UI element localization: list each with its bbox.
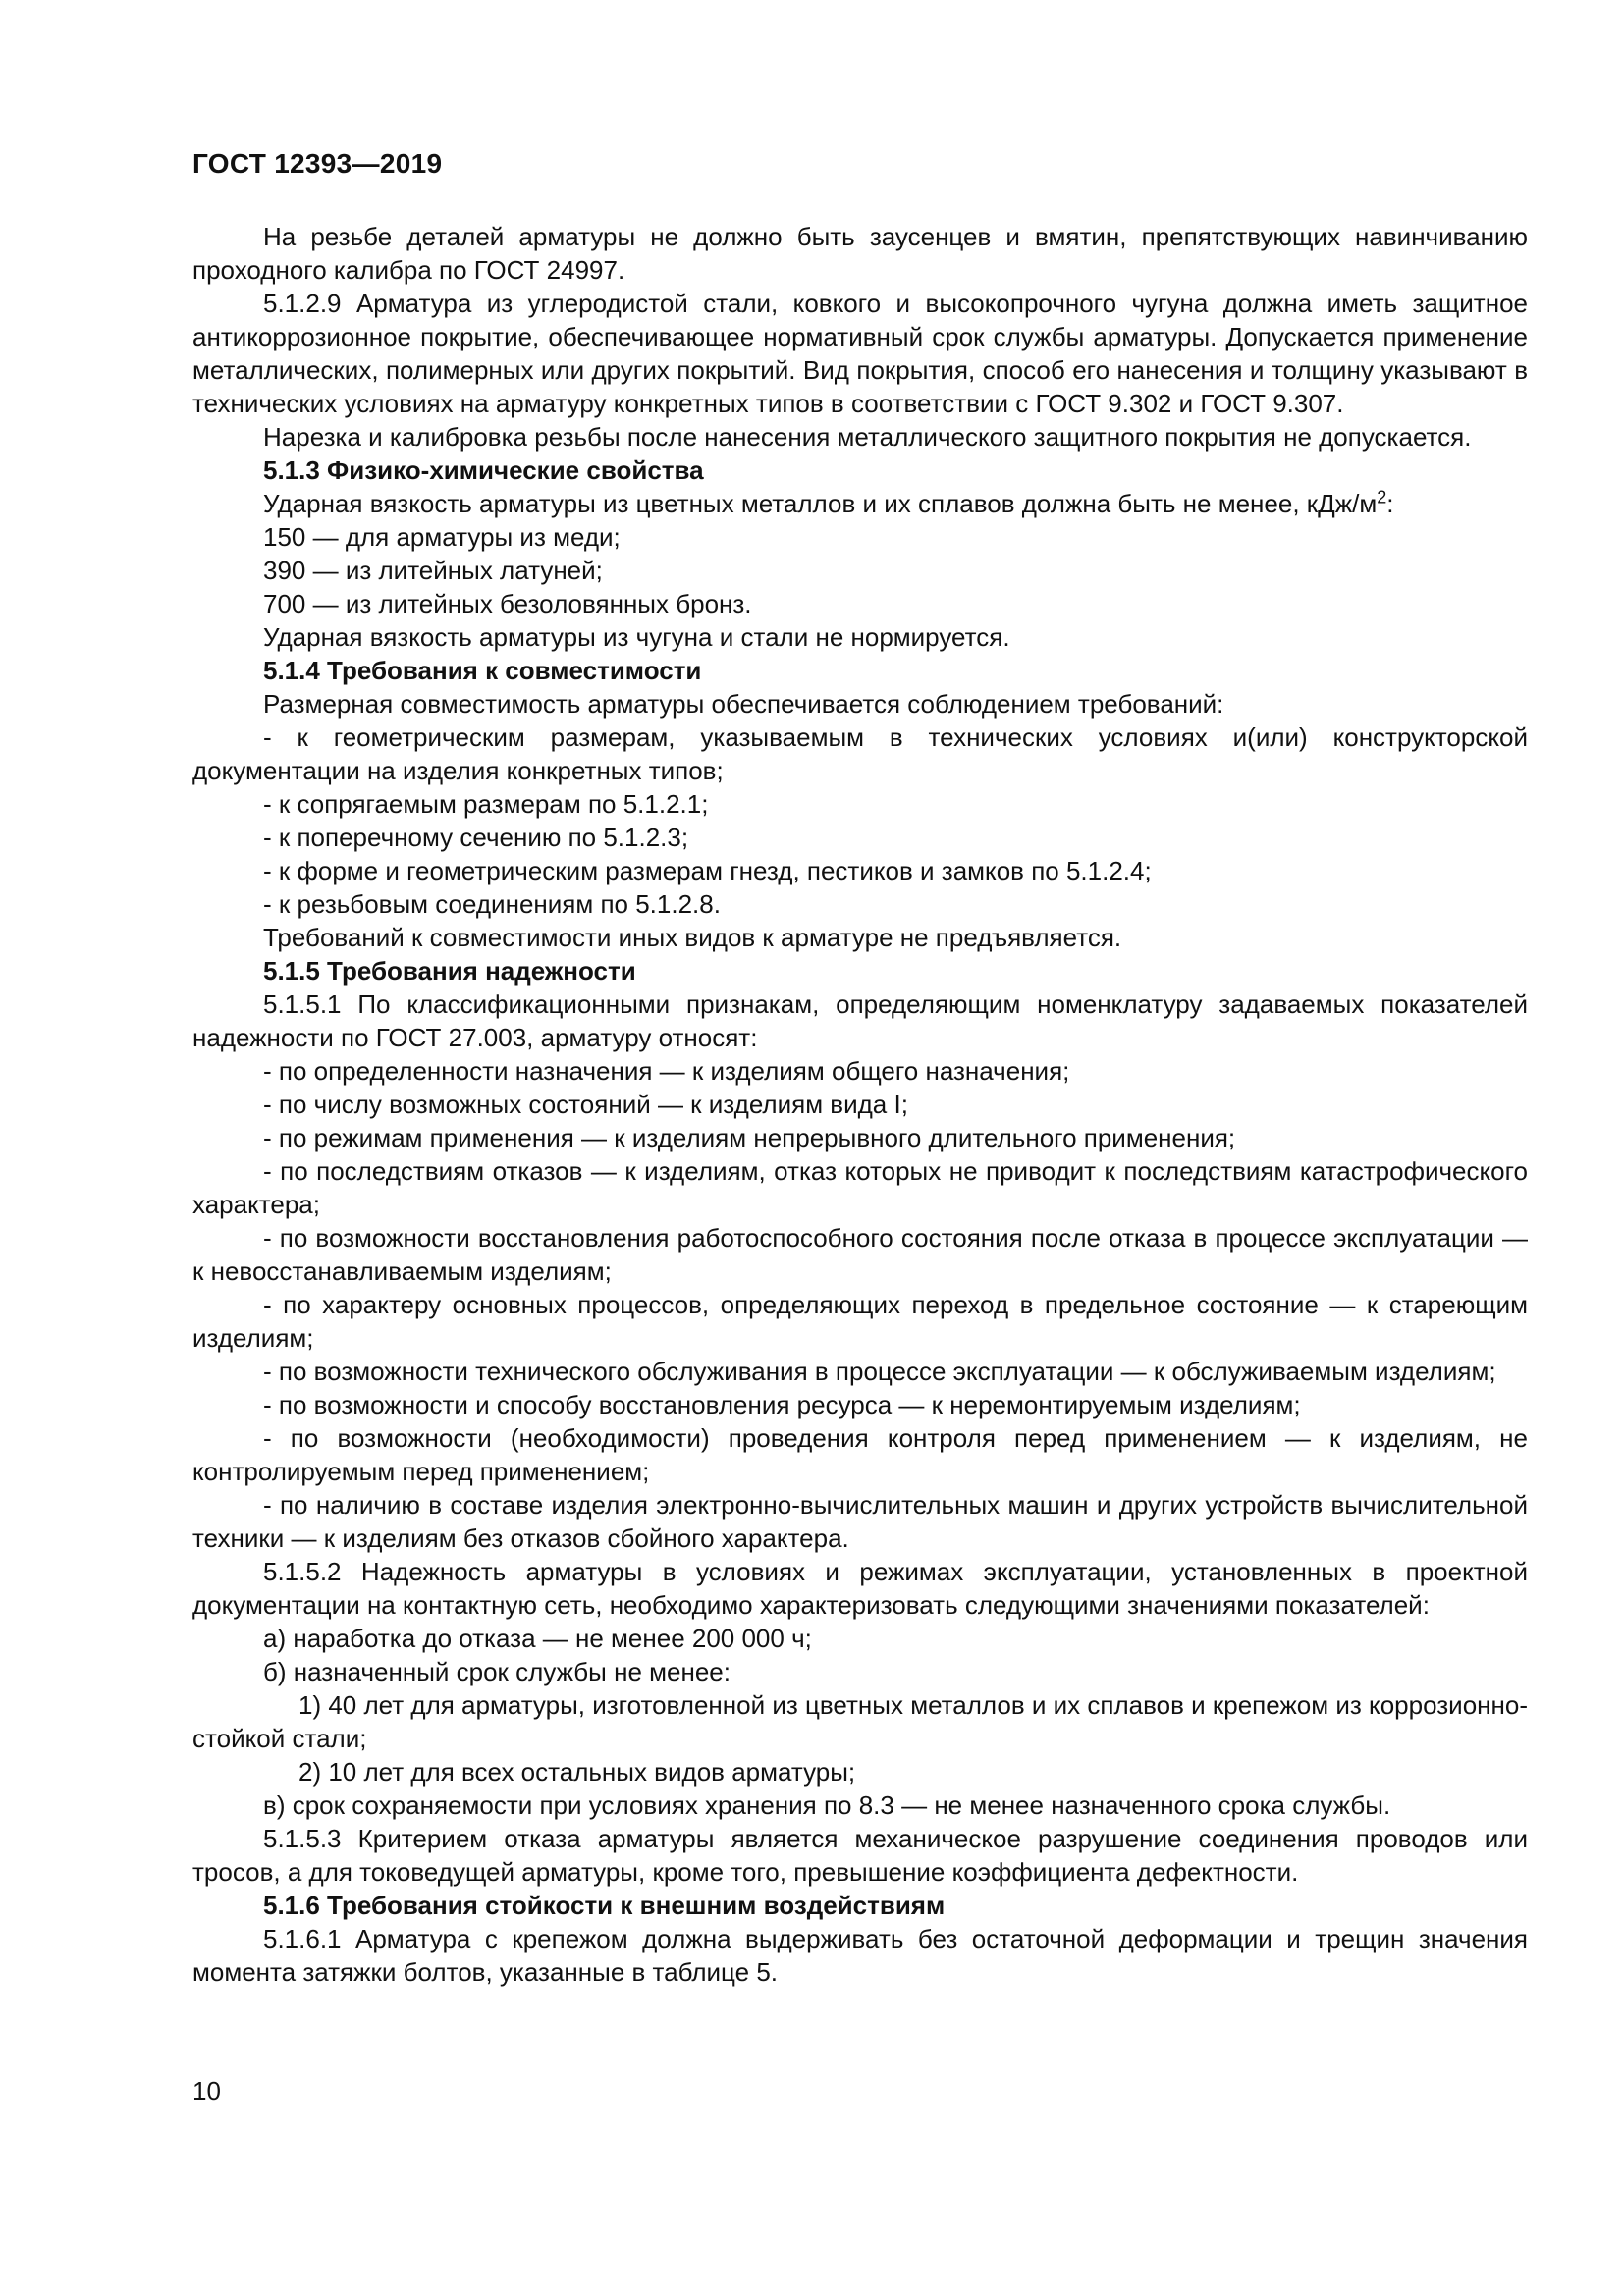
list-item: - по наличию в составе изделия электронно-вычислительных машин и других устройств вычислительной техники — к изделиям без отказов сбойного характера. xyxy=(192,1490,1528,1553)
paragraph: Нарезка и калибровка резьбы после нанесения металлического защитного покрытия не допускается. xyxy=(263,422,1472,452)
list-item: 390 — из литейных латуней; xyxy=(263,556,603,585)
list-item: в) срок сохраняемости при условиях хранения по 8.3 — не менее назначенного срока службы. xyxy=(263,1790,1391,1820)
document-code-header: ГОСТ 12393—2019 xyxy=(192,148,443,179)
list-item: - по определенности назначения — к изделиям общего назначения; xyxy=(263,1056,1070,1086)
clause-5-1-5-3: 5.1.5.3 Критерием отказа арматуры является механическое разрушение соединения проводов или тросов, а для токоведущей арматуры, кроме того, превышение коэффициента дефектности. xyxy=(192,1824,1528,1887)
colon: : xyxy=(1386,489,1394,518)
superscript: 2 xyxy=(1377,487,1387,507)
list-item: 150 — для арматуры из меди; xyxy=(263,522,621,552)
impact-strength-text: Ударная вязкость арматуры из цветных металлов и их сплавов должна быть не менее, кДж/м xyxy=(263,489,1378,518)
section-heading-5-1-3: 5.1.3 Физико-химические свойства xyxy=(263,455,704,485)
list-item: б) назначенный срок службы не менее: xyxy=(263,1657,731,1686)
clause-5-1-6-1: 5.1.6.1 Арматура с крепежом должна выдерживать без остаточной деформации и трещин значения момента затяжки болтов, указанные в таблице 5. xyxy=(192,1924,1528,1987)
list-item: - к резьбовым соединениям по 5.1.2.8. xyxy=(263,889,721,919)
paragraph: На резьбе деталей арматуры не должно быть заусенцев и вмятин, препятствующих навинчиванию проходного калибра по ГОСТ 24997. xyxy=(192,222,1528,285)
section-heading-5-1-5: 5.1.5 Требования надежности xyxy=(263,956,636,986)
sub-list-item: 2) 10 лет для всех остальных видов арматуры; xyxy=(298,1757,856,1787)
paragraph: Ударная вязкость арматуры из чугуна и стали не нормируется. xyxy=(263,622,1010,652)
clause-5-1-5-2: 5.1.5.2 Надежность арматуры в условиях и режимах эксплуатации, установленных в проектной документации на контактную сеть, необходимо характеризовать следующими значениями показателей: xyxy=(192,1557,1528,1620)
list-item: - к сопрягаемым размерам по 5.1.2.1; xyxy=(263,789,709,819)
document-body xyxy=(192,220,1528,1989)
section-heading-5-1-4: 5.1.4 Требования к совместимости xyxy=(263,656,702,685)
list-item: - к форме и геометрическим размерам гнезд, пестиков и замков по 5.1.2.4; xyxy=(263,856,1152,885)
list-item: 700 — из литейных безоловянных бронз. xyxy=(263,589,752,618)
list-item: а) наработка до отказа — не менее 200 000 ч; xyxy=(263,1624,812,1653)
paragraph: Размерная совместимость арматуры обеспечивается соблюдением требований: xyxy=(263,689,1224,719)
page-number: 10 xyxy=(192,2076,221,2106)
paragraph: Требований к совместимости иных видов к арматуре не предъявляется. xyxy=(263,923,1122,952)
list-item: - к поперечному сечению по 5.1.2.3; xyxy=(263,823,689,852)
list-item: - по последствиям отказов — к изделиям, отказ которых не приводит к последствиям катастрофического характера; xyxy=(192,1156,1528,1219)
list-item: - по режимам применения — к изделиям непрерывного длительного применения; xyxy=(263,1123,1236,1152)
clause-5-1-2-9: 5.1.2.9 Арматура из углеродистой стали, ковкого и высокопрочного чугуна должна иметь защитное антикоррозионное покрытие, обеспечивающее нормативный срок службы арматуры. Допускается применение металлических, полимерных или других покрытий. Вид покрытия, способ его нанесения и толщину указывают в технических условиях на арматуру конкретных типов в соответствии с ГОСТ 9.302 и ГОСТ 9.307. xyxy=(192,289,1528,418)
list-item: - по возможности восстановления работоспособного состояния после отказа в процессе эксплуатации — к невосстанавливаемым изделиям; xyxy=(192,1223,1528,1286)
list-item: - по возможности (необходимости) проведения контроля перед применением — к изделиям, не контролируемым перед применением; xyxy=(192,1423,1528,1486)
list-item: - по возможности и способу восстановления ресурса — к неремонтируемым изделиям; xyxy=(263,1390,1301,1419)
list-item: - по числу возможных состояний — к изделиям вида I; xyxy=(263,1090,908,1119)
list-item: - к геометрическим размерам, указываемым в технических условиях и(или) конструкторской документации на изделия конкретных типов; xyxy=(192,722,1528,785)
section-heading-5-1-6: 5.1.6 Требования стойкости к внешним воздействиям xyxy=(263,1891,946,1920)
list-item: - по характеру основных процессов, определяющих переход в предельное состояние — к стареющим изделиям; xyxy=(192,1290,1528,1353)
list-item: - по возможности технического обслуживания в процессе эксплуатации — к обслуживаемым изделиям; xyxy=(263,1357,1496,1386)
clause-5-1-5-1: 5.1.5.1 По классификационными признакам, определяющим номенклатуру задаваемых показателей надежности по ГОСТ 27.003, арматуру относят: xyxy=(192,989,1528,1052)
paragraph-impact-strength xyxy=(192,487,1528,520)
sub-list-item: 1) 40 лет для арматуры, изготовленной из цветных металлов и их сплавов и крепежом из коррозионно-стойкой стали; xyxy=(192,1690,1528,1753)
